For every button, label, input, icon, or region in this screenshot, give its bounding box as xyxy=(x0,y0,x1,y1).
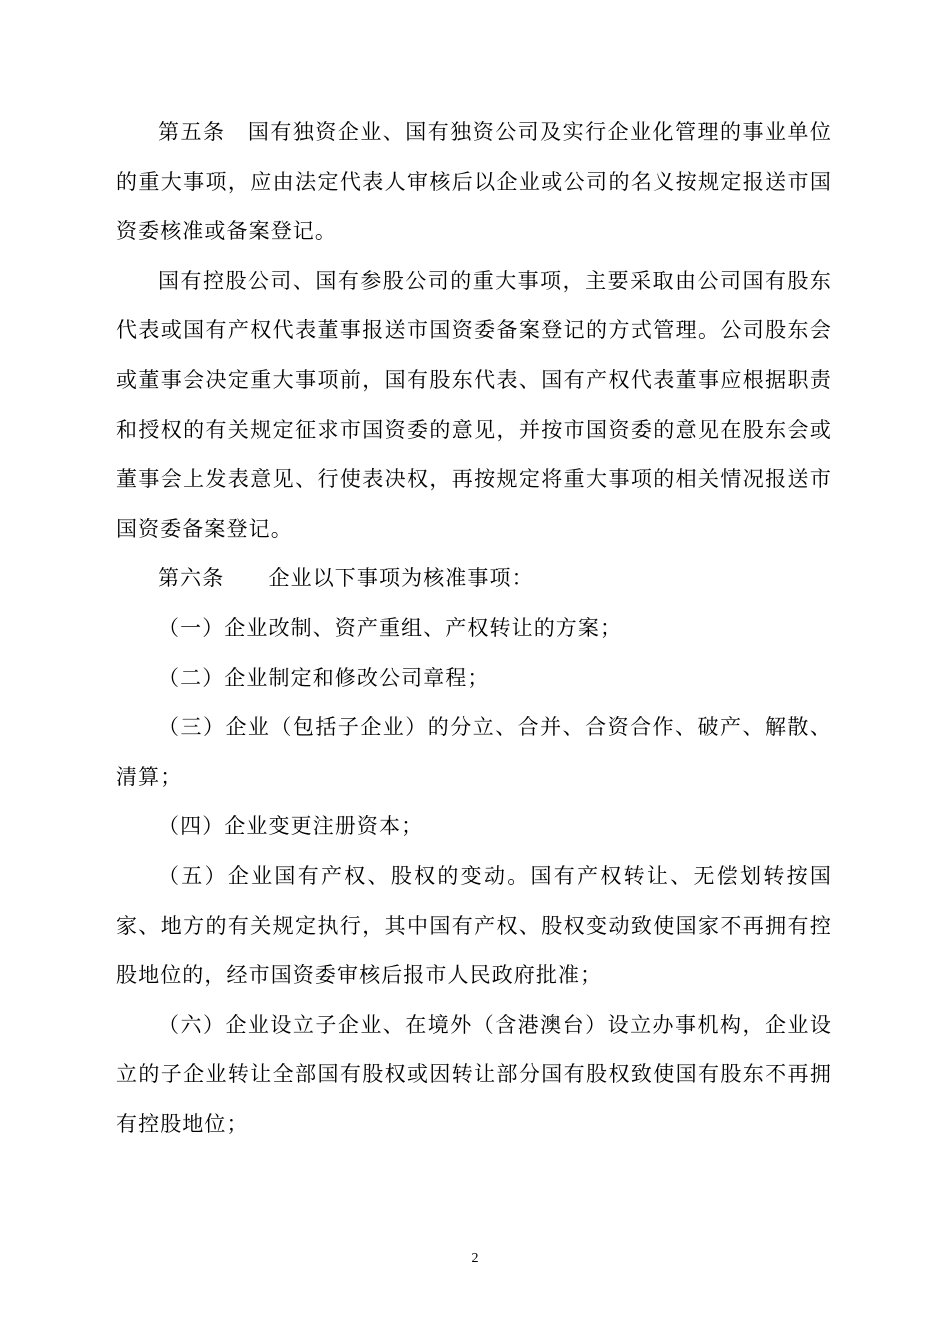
paragraph-article-5: 第五条 国有独资企业、国有独资公司及实行企业化管理的事业单位的重大事项，应由法定代表人审核后以企业或公司的名义按规定报送市国资委核准或备案登记。 xyxy=(116,120,832,244)
list-item-6: （六）企业设立子企业、在境外（含港澳台）设立办事机构，企业设立的子企业转让全部国有股权或因转让部分国有股权致使国有股东不再拥有控股地位； xyxy=(116,1012,832,1136)
paragraph-article-6: 第六条 企业以下事项为核准事项： xyxy=(158,566,534,591)
paragraph-holding-companies: 国有控股公司、国有参股公司的重大事项，主要采取由公司国有股东代表或国有产权代表董事报送市国资委备案登记的方式管理。公司股东会或董事会决定重大事项前，国有股东代表、国有产权代表董事应根据职责和授权的有关规定征求市国资委的意见，并按市国资委的意见在股东会或董事会上发表意见、行使表决权，再按规定将重大事项的相关情况报送市国资委备案登记。 xyxy=(116,268,832,541)
document-body xyxy=(116,108,832,1149)
list-item-3: （三）企业（包括子企业）的分立、合并、合资合作、破产、解散、清算； xyxy=(116,715,832,789)
list-item-1: （一）企业改制、资产重组、产权转让的方案； xyxy=(158,615,623,640)
list-item-4: （四）企业变更注册资本； xyxy=(158,814,424,839)
list-item-2: （二）企业制定和修改公司章程； xyxy=(158,665,490,690)
list-item-5: （五）企业国有产权、股权的变动。国有产权转让、无偿划转按国家、地方的有关规定执行，其中国有产权、股权变动致使国家不再拥有控股地位的，经市国资委审核后报市人民政府批准； xyxy=(116,863,832,988)
page-number: 2 xyxy=(471,1251,479,1266)
